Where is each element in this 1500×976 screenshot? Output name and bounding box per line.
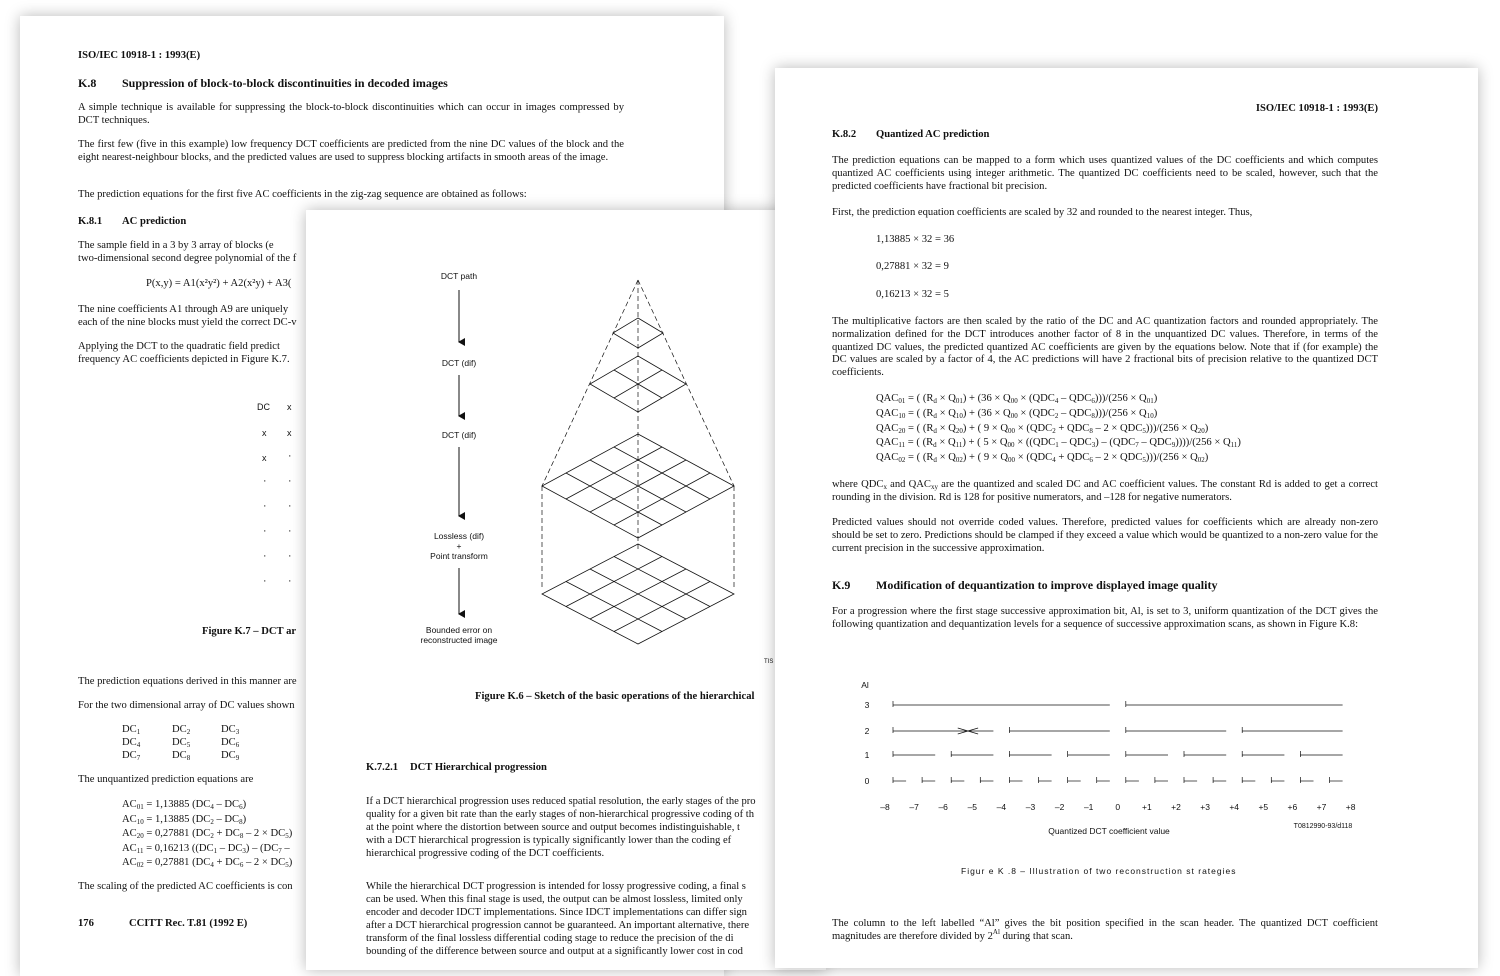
footer-recommendation: CCITT Rec. T.81 (1992 E) [129,918,248,929]
text-line: The sample field in a 3 by 3 array of blocks (e [78,240,274,251]
x-tick-label: –8 [880,802,890,812]
x-tick-label: –4 [996,802,1007,812]
paragraph: For a progression where the first stage successive approximation bit, Al, is set to 3, uniform quantization of the DCT gives the following quantization and dequantization levels for a sequence of successive approximation scans, as shown in Figure K.8: [832,606,1378,630]
x-tick-label: +7 [1316,802,1327,812]
text-line: Applying the DCT to the quadratic field predict [78,341,280,352]
x-tick-label: +2 [1171,802,1181,812]
grid-dot: · [288,525,292,537]
al-level-label: 1 [864,750,870,760]
text-line: encoder and decoder IDCT implementations. Since IDCT implementations can differ sign [366,907,747,918]
dc-value: $DC_3$ [221,724,240,736]
dc-value: $DC_9$ [221,750,240,762]
paragraph: The prediction equations for the first five AC coefficients in the zig-zag sequence are obtained as follows: [78,189,527,200]
qac-equation: $QAC_{01}$ = ( $(R_d \times Q_{01}) + (36 \times Q_{00} \times (QDC_4 - QDC_6)))/(256 \times Q_{01})$ [876,393,1158,405]
figure-k8 [775,678,1478,848]
ac-equation: $AC_{01} = 1,13885$ $(DC_4 - DC_6)$ [122,799,247,811]
x-tick-label: –2 [1054,802,1065,812]
ac-equation: $AC_{20} = 0,27881$ $(DC_2 + DC_8 - 2 \times DC_5)$ [122,828,293,840]
grid-dot: · [288,550,292,562]
page-right [775,68,1478,968]
text-line: The unquantized prediction equations are [78,774,254,785]
section-heading-k721: K.7.2.1 DCT Hierarchical progression [366,762,547,773]
text-line: The prediction equations derived in this manner are [78,676,297,687]
figure-code: T0812990-93/d118 [1293,823,1353,830]
diagram-label: DCT (dif) [441,430,477,440]
text-line: The scaling of the predicted AC coefficients is con [78,881,293,892]
x-tick-label: –7 [909,802,919,812]
axis-label-al: Al [861,680,869,690]
x-tick-label: +5 [1258,802,1269,812]
diagram-code: TIS [764,659,774,665]
paragraph: Predicted values should not override coded values. Therefore, predicted values for coefficients which are already non-zero should be set to zero. Predictions should be clamped if they exceed a value which would be quantized to a non-zero value for the current precision in the successive approximation. [832,517,1378,554]
section-heading-k9: K.9 Modification of dequantization to improve displayed image quality [832,578,1218,592]
text-line: For the two dimensional array of DC values shown [78,700,295,711]
grid-x-mark: x [262,428,267,438]
text-line: with a DCT hierarchical progression is typically significantly lower than the coding ef [366,835,732,846]
text-line: The nine coefficients A1 through A9 are uniquely [78,304,289,315]
al-level-label: 3 [864,700,870,710]
paragraph: The column to the left labelled “Al” gives the bit position specified in the scan header. The quantized DCT coefficient magnitudes are therefore divided by $2^{Al}$ during that scan. [832,918,1378,942]
dc-value: $DC_4$ [122,737,141,749]
scale-equation: 1,13885 × 32 = 36 [876,234,955,245]
text-line: transform of the final lossless differential coding stage to reduce the precision of the di [366,933,734,944]
x-tick-label: 0 [1115,802,1121,812]
footer-page-number: 176 [78,918,94,929]
x-tick-label: –1 [1083,802,1094,812]
qac-equation: $QAC_{02}$ = ( $(R_d \times Q_{02})$ + ( $9 \times Q_{00} \times (QDC_4 + QDC_6 - 2 \times QDC_5)))/(256 \times Q_{02})$ [876,452,1209,464]
text-line: each of the nine blocks must yield the correct DC-v [78,317,297,328]
grid-x-mark: x [262,453,267,463]
dc-value: $DC_7$ [122,750,141,762]
page-header: ISO/IEC 10918-1 : 1993(E) [78,50,201,61]
text-line: at the point where the distortion between source and output becomes indistinguishable, t [366,822,740,833]
grid-dot: · [263,550,267,562]
dc-value: $DC_1$ [122,724,141,736]
text-line: quality for a given bit rate than the early stages of non-hierarchical progressive coding of th [366,809,755,820]
grid-dot: · [288,475,292,487]
al-level-label: 2 [864,726,870,736]
paragraph: First, the prediction equation coefficients are scaled by 32 and rounded to the nearest integer. Thus, [832,207,1253,218]
text-line: While the hierarchical DCT progression is intended for lossy progressive coding, a final s [366,881,746,892]
text-line: frequency AC coefficients depicted in Figure K.7. [78,354,290,365]
grid-x-mark: x [287,402,292,412]
diagram-label: Lossless (dif) [433,531,485,541]
dc-value: $DC_6$ [221,737,240,749]
paragraph: A simple technique is available for suppressing the block-to-block discontinuities which can occur in images compressed by DCT techniques. [78,102,624,126]
page-header: ISO/IEC 10918-1 : 1993(E) [1255,103,1378,114]
diagram-label: reconstructed image [420,635,498,645]
diagram-label: Bounded error on [425,625,493,635]
dc-value: $DC_5$ [172,737,191,749]
dc-value: $DC_8$ [172,750,191,762]
x-tick-label: –5 [967,802,978,812]
qac-equation: $QAC_{11}$ = ( $(R_d \times Q_{11})$ + ( $5 \times Q_{00} \times ((QDC_1 - QDC_3) - (QDC_7 - QDC_9))))/(256 \times Q_{11})$ [876,437,1241,449]
al-level-label: 0 [864,776,870,786]
grid-dot: · [288,575,292,587]
paragraph: The multiplicative factors are then scaled by the ratio of the DC and AC quantization factors and rounded appropriately. The normalization defined for the DCT introduces another factor of 8 in the unquantized DC values. Therefore, in terms of the quantized DC values, the predicted quantized AC coefficients are given by the equations below. Note that if (for example) the DC values are scaled by a factor of 4, the AC predictions will have 2 fractional bits of precision relative to the quantized DCT coefficients. [832,316,1378,379]
x-tick-label: +1 [1142,802,1152,812]
scale-equation: 0,16213 × 32 = 5 [876,289,949,300]
x-tick-label: –6 [938,802,948,812]
section-heading-k82: K.8.2 Quantized AC prediction [832,129,990,140]
grid-dot: · [288,450,292,462]
diagram-label: DCT path [440,271,478,281]
grid-x-mark: x [287,428,292,438]
grid-dot: · [263,575,267,587]
text-line: hierarchical progressive coding of the DCT coefficients. [366,848,605,859]
grid-dot: · [263,475,267,487]
grid-dot: · [263,500,267,512]
qac-equation: $QAC_{10}$ = ( $(R_d \times Q_{10}) + (36 \times Q_{00} \times (QDC_2 - QDC_8)))/(256 \times Q_{10})$ [876,408,1158,420]
ac-equation: $AC_{10} = 1,13885$ $(DC_2 - DC_8)$ [122,814,247,826]
grid-dot: · [263,525,267,537]
paragraph: The first few (five in this example) low frequency DCT coefficients are predicted from the nine DC values of the block and the eight nearest-neighbour blocks, and the predicted values are used to suppress blocking artifacts in smooth areas of the image. [78,139,624,163]
x-tick-label: –3 [1025,802,1036,812]
qac-equation: $QAC_{20}$ = ( $(R_d \times Q_{20})$ + ( $9 \times Q_{00} \times (QDC_2 + QDC_8 - 2 \times QDC_5)))/(256 \times Q_{20})$ [876,423,1209,435]
page-middle [306,210,826,970]
diagram-label: DCT (dif) [441,358,477,368]
x-tick-label: +8 [1345,802,1356,812]
section-heading-k8: K.8 Suppression of block-to-block discontinuities in decoded images [78,76,448,90]
figure-caption-k8: Figur e K .8 – Illustration of two reconstruction st rategies [961,866,1237,876]
text-line: can be used. When this final stage is used, the output can be almost lossless, limited only [366,894,743,905]
diagram-label: Point transform [430,551,488,561]
paragraph: where $QDC_x$ and $QAC_{xy}$ are the quantized and scaled DC and AC coefficient values. The constant Rd is added to get a correct rounding in the division. Rd is 128 for positive numerators, and –128 for negative numerators. [832,479,1378,503]
diagram-label: + [456,541,462,551]
grid-dc-label: DC [257,402,270,412]
paragraph: The prediction equations can be mapped to a form which uses quantized values of the DC coefficients and which computes quantized AC coefficients using integer arithmetic. The quantized DC coefficients need to be scaled, however, such that the predicted coefficients have fractional bit precision. [832,155,1378,192]
x-tick-label: +3 [1200,802,1210,812]
figure-caption-k7: Figure K.7 – DCT ar [202,626,297,637]
text-line: If a DCT hierarchical progression uses reduced spatial resolution, the early stages of the pro [366,796,756,807]
ac-equation: $AC_{11} = 0,16213$ ($(DC_1 - DC_3) - (DC_7$ – [122,843,290,855]
x-axis-label: Quantized DCT coefficient value [1048,826,1170,836]
section-heading-k81: K.8.1 AC prediction [78,216,187,227]
dc-value: $DC_2$ [172,724,191,736]
figure-caption-k6: Figure K.6 – Sketch of the basic operations of the hierarchical [475,691,755,702]
text-line: bounding of the difference between source and output at a significantly lower cost in cod [366,946,743,957]
ac-equation: $AC_{02} = 0,27881$ $(DC_4 + DC_6 - 2 \times DC_5)$ [122,857,293,869]
hierarchical-diagram [306,210,826,650]
grid-dot: · [288,500,292,512]
text-line: after a DCT hierarchical progression cannot be guaranteed. An important alternative, there [366,920,750,931]
x-tick-label: +4 [1229,802,1240,812]
scale-equation: 0,27881 × 32 = 9 [876,261,949,272]
text-line: two-dimensional second degree polynomial of the f [78,253,297,264]
x-tick-label: +6 [1287,802,1298,812]
polynomial-formula: P(x,y) = A1(x²y²) + A2(x²y) + A3( [146,278,292,289]
